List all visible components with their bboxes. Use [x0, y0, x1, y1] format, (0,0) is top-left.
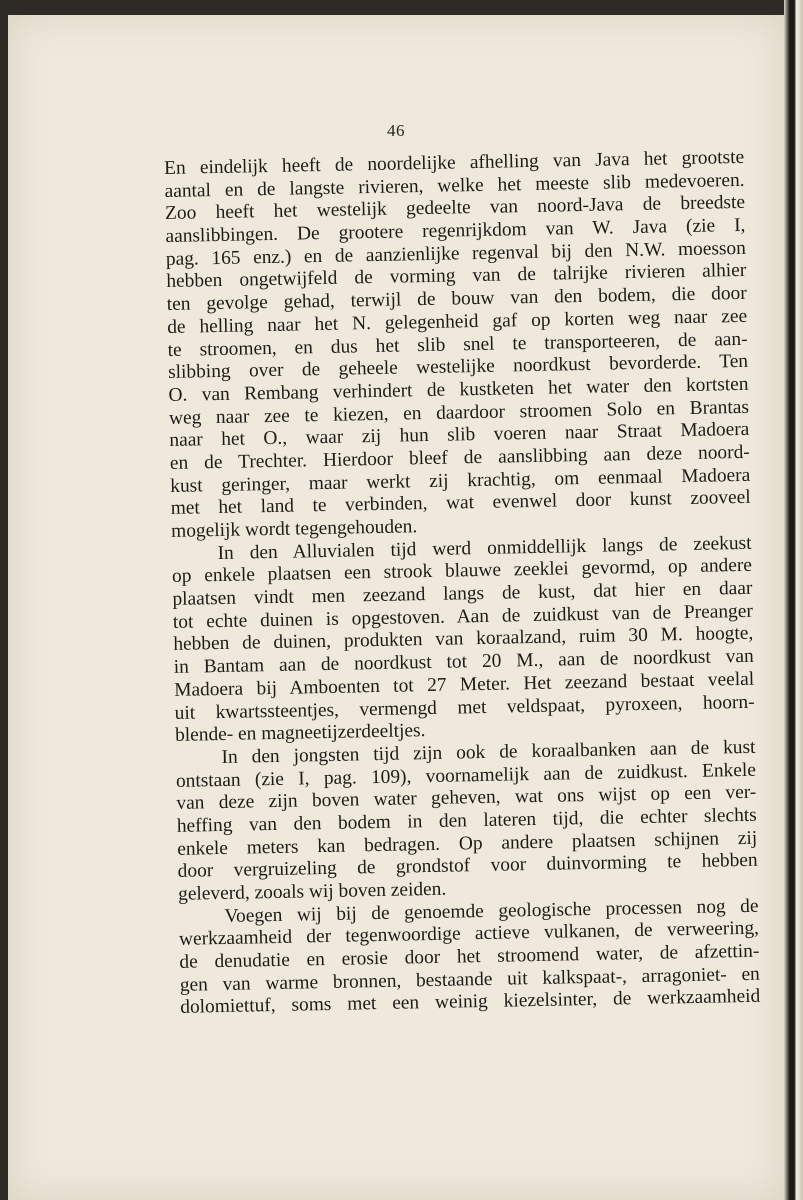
body-text — [164, 147, 760, 1020]
text-line: pag. 165 enz.) en de aanzienlijke regenval bij den N.W. moesson — [165, 237, 747, 270]
text-line: mogelijk wordt tegengehouden. — [170, 516, 418, 542]
text-line: kust geringer, maar werkt zij krachtig, om eenmaal Madoera — [170, 464, 751, 497]
text-line: aanslibbingen. De grootere regenrijkdom van W. Java (zie I, — [165, 214, 746, 248]
text-line: Madoera bij Amboenten tot 27 Meter. Het zeezand bestaat veelal — [174, 668, 755, 701]
text-line: blende- en magneetijzerdeeltjes. — [174, 720, 426, 747]
text-line: En eindelijk heeft de noordelijke afhelling van Java het grootste — [164, 146, 745, 179]
text-line: uit kwartssteentjes, vermengd met veldspaat, pyroxeen, hoorn- — [174, 691, 755, 724]
text-line: en de Trechter. Hierdoor bleef de aanslibbing aan deze noord- — [169, 441, 750, 474]
book-page — [8, 15, 784, 1200]
text-line: dolomiettuf, soms met een weinig kiezelsinter, de werkzaamheid — [180, 986, 761, 1019]
text-line: de denudatie en erosie door het stroomend water, de afzettin- — [179, 940, 760, 973]
text-line: In den jongsten tijd zijn ook de koraalbanken aan de kust — [221, 736, 756, 768]
text-line: in Bantam aan de noordkust tot 20 M., aan de noordkust van — [173, 645, 754, 679]
text-line: door vergruizeling de grondstof voor duinvorming te hebben — [177, 850, 758, 883]
text-line: Voegen wij bij de genoemde geologische processen nog de — [224, 895, 759, 927]
text-line: Zoo heeft het westelijk gedeelte van noord-Java de breedste — [164, 192, 746, 225]
text-line: hebben ongetwijfeld de vorming van de talrijke rivieren alhier — [166, 260, 747, 293]
text-line: werkzaamheid der tegenwoordige actieve vulkanen, de verweering, — [178, 918, 760, 951]
text-line: slibbing over de geheele westelijke noordkust bevorderde. Ten — [167, 351, 749, 384]
page-edge — [784, 0, 803, 1200]
text-line: enkele meters kan bedragen. Op andere plaatsen schijnen zij — [177, 827, 758, 860]
text-line: hebben de duinen, produkten van koraalzand, ruim 30 M. hoogte, — [173, 623, 754, 656]
text-line: van deze zijn boven water geheven, wat ons wijst op een ver- — [176, 781, 757, 815]
text-line: de helling naar het N. gelegenheid gaf op korten weg naar zee — [167, 305, 748, 338]
text-line: naar het O., waar zij hun slib voeren naar Straat Madoera — [169, 419, 750, 452]
text-line: O. van Rembang verhindert de kustketen het water den kortsten — [168, 373, 749, 406]
text-line: gen van warme bronnen, bestaande uit kalkspaat-, arragoniet- en — [179, 963, 760, 996]
text-line: ten gevolge gehad, terwijl de bouw van den bodem, die door — [166, 282, 747, 316]
text-line: met het land te verbinden, wat evenwel door kunst zooveel — [170, 487, 751, 520]
text-line: In den Alluvialen tijd werd onmiddellijk langs de zeekust — [217, 532, 752, 564]
text-line: te stroomen, en dus het slib snel te transporteeren, de aan- — [167, 328, 748, 361]
text-line: ontstaan (zie I, pag. 109), voornamelijk aan de zuidkust. Enkele — [175, 759, 757, 792]
page-number: 46 — [387, 121, 405, 140]
text-line: weg naar zee te kiezen, en daardoor stroomen Solo en Brantas — [168, 396, 750, 429]
text-line: aantal en de langste rivieren, welke het meeste slib medevoeren. — [164, 169, 745, 202]
text-line: geleverd, zooals wij boven zeiden. — [177, 878, 447, 905]
text-line: op enkele plaatsen een strook blauwe zeeklei gevormd, op andere — [171, 555, 753, 588]
text-line: heffing van den bodem in den lateren tijd, die echter slechts — [176, 804, 757, 837]
text-line: tot echte duinen is opgestoven. Aan de zuidkust van de Preanger — [172, 600, 754, 633]
text-line: plaatsen vindt men zeezand langs de kust, dat hier en daar — [172, 577, 753, 610]
